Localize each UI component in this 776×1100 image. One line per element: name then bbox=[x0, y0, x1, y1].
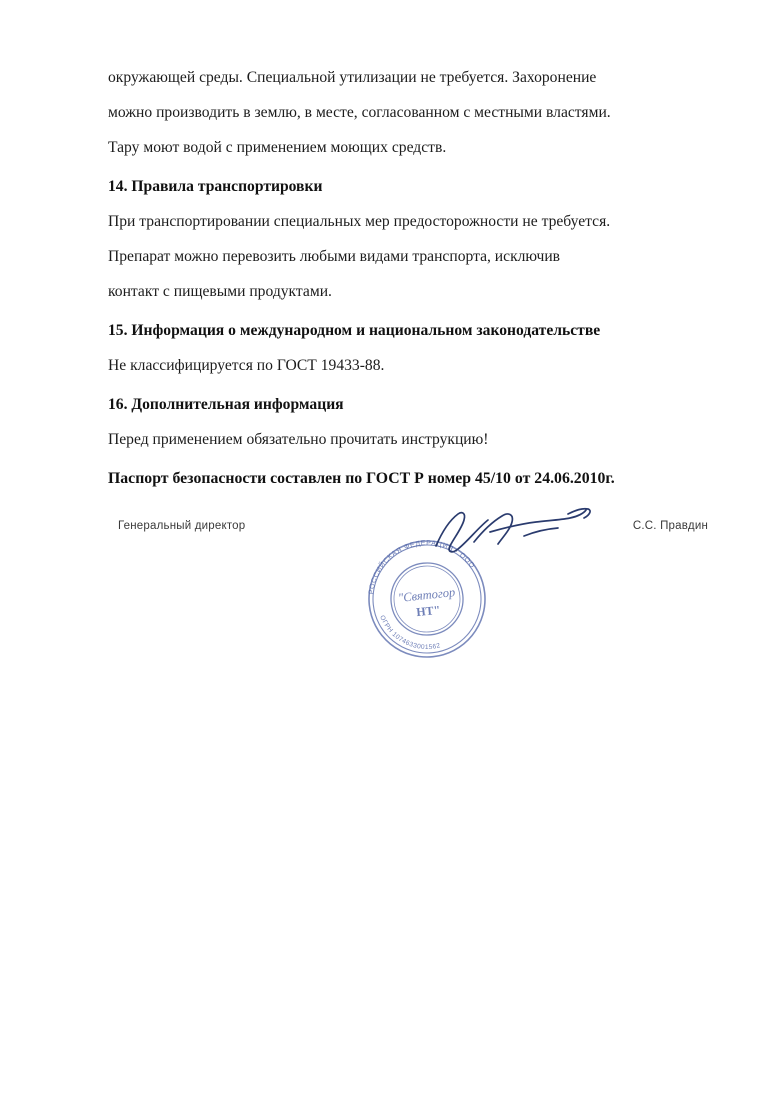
section-heading: 15. Информация о международном и национальном законодательстве bbox=[108, 322, 601, 339]
body-line: Перед применением обязательно прочитать инструкцию! bbox=[108, 431, 489, 448]
signature-block bbox=[108, 500, 708, 660]
svg-text:НТ": НТ" bbox=[415, 602, 441, 620]
body-line: Препарат можно перевозить любыми видами транспорта, исключив bbox=[108, 248, 561, 265]
closing-statement-block bbox=[108, 461, 708, 496]
svg-text:РОССИЙСКАЯ ФЕДЕРАЦИЯ · ООО: РОССИЙСКАЯ ФЕДЕРАЦИЯ · ООО bbox=[368, 539, 476, 595]
body-line: При транспортировании специальных мер предосторожности не требуется. bbox=[108, 213, 611, 230]
svg-text:ОГРН 1074633001562: ОГРН 1074633001562 bbox=[378, 614, 442, 652]
body-line: Не классифицируется по ГОСТ 19433-88. bbox=[108, 357, 385, 374]
svg-text:"Святогор: "Святогор bbox=[397, 585, 456, 605]
section-heading: 14. Правила транспортировки bbox=[108, 178, 323, 195]
body-line: контакт с пищевыми продуктами. bbox=[108, 283, 332, 300]
body-line: Тару моют водой с применением моющих средств. bbox=[108, 139, 447, 156]
paragraph-continuation bbox=[108, 60, 708, 165]
handwritten-signature bbox=[428, 502, 608, 562]
section-16 bbox=[108, 387, 708, 457]
body-line: окружающей среды. Специальной утилизации не требуется. Захоронение bbox=[108, 69, 597, 86]
document-body bbox=[108, 60, 708, 500]
section-15 bbox=[108, 313, 708, 383]
signatory-name: С.С. Правдин bbox=[632, 520, 708, 532]
section-14 bbox=[108, 169, 708, 309]
body-line: можно производить в землю, в месте, согласованном с местными властями. bbox=[108, 104, 611, 121]
closing-statement: Паспорт безопасности составлен по ГОСТ Р номер 45/10 от 24.06.2010г. bbox=[108, 470, 615, 487]
signatory-title: Генеральный директор bbox=[118, 520, 246, 532]
section-heading: 16. Дополнительная информация bbox=[108, 396, 344, 413]
